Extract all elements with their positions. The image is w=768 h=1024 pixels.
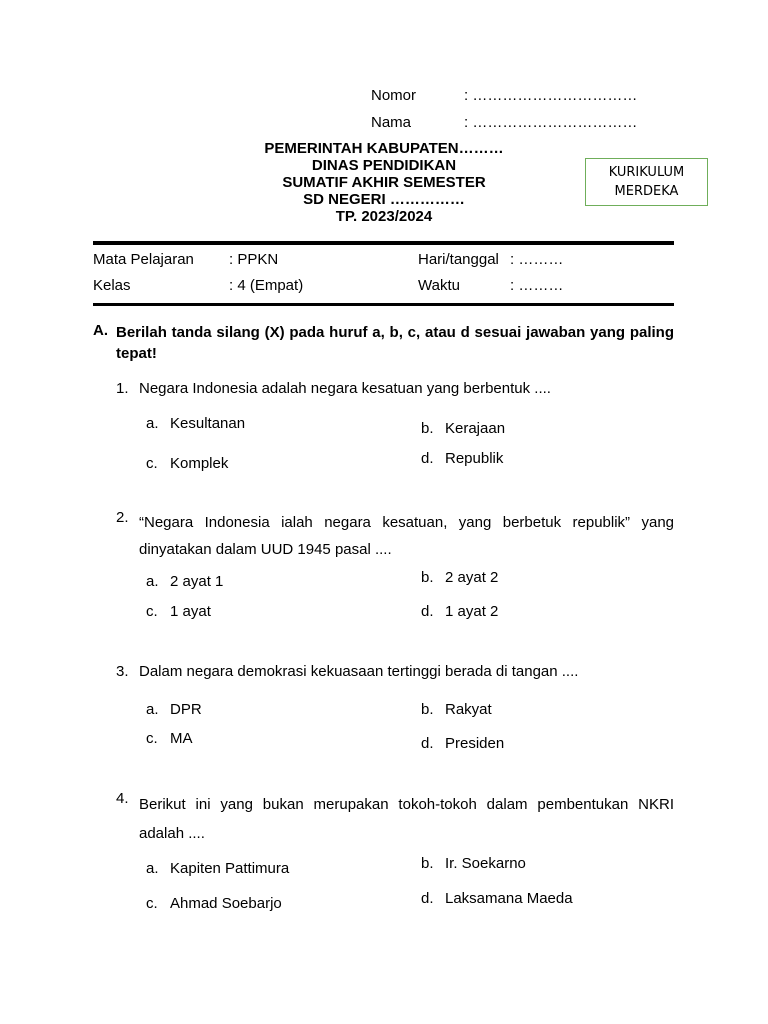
option-letter: a. <box>146 860 159 877</box>
document-title <box>234 140 534 225</box>
question-number: 1. <box>116 380 129 397</box>
mapel-value: : PPKN <box>229 251 279 268</box>
option-text: Rakyat <box>445 701 492 718</box>
option-text: Kesultanan <box>170 415 246 432</box>
option-letter: d. <box>421 450 434 467</box>
option-text: Ir. Soekarno <box>445 855 526 872</box>
option-letter: b. <box>421 420 434 437</box>
option-text: Kerajaan <box>445 420 506 437</box>
option-letter: c. <box>146 895 158 912</box>
nama-label: Nama <box>371 114 412 131</box>
option-letter: c. <box>146 455 158 472</box>
question-text: “Negara Indonesia ialah negara kesatuan, yang berbetuk republik” yang dinyatakan dalam UUD 1945 pasal .... <box>139 514 674 558</box>
badge-line-2: MERDEKA <box>614 184 679 199</box>
option-text: Kapiten Pattimura <box>170 860 290 877</box>
option-letter: a. <box>146 415 159 432</box>
hari-label: Hari/tanggal <box>418 251 499 268</box>
question-number: 2. <box>116 509 129 526</box>
option-text: 2 ayat 2 <box>445 569 499 586</box>
waktu-value: : ……… <box>510 277 564 294</box>
question-number: 3. <box>116 663 129 680</box>
option-text: MA <box>170 730 193 747</box>
option-text: 1 ayat 2 <box>445 603 499 620</box>
top-rule <box>93 241 674 245</box>
nama-value: : …………………………… <box>464 114 638 131</box>
section-instruction: Berilah tanda silang (X) pada huruf a, b, c, atau d sesuai jawaban yang paling tepat! <box>116 324 674 362</box>
kelas-label: Kelas <box>93 277 131 294</box>
question-number: 4. <box>116 790 129 807</box>
waktu-label: Waktu <box>418 277 460 294</box>
hari-value: : ……… <box>510 251 564 268</box>
option-text: DPR <box>170 701 202 718</box>
option-text: Ahmad Soebarjo <box>170 895 282 912</box>
title-line-department: DINAS PENDIDIKAN <box>311 157 457 174</box>
mapel-label: Mata Pelajaran <box>93 251 194 268</box>
nomor-value: : …………………………… <box>464 87 638 104</box>
question-text: Negara Indonesia adalah negara kesatuan yang berbentuk .... <box>139 380 551 397</box>
option-text: Komplek <box>170 455 229 472</box>
badge-line-1: KURIKULUM <box>608 165 685 180</box>
section-marker: A. <box>93 322 108 339</box>
option-letter: c. <box>146 603 158 620</box>
option-letter: b. <box>421 701 434 718</box>
option-letter: b. <box>421 855 434 872</box>
option-text: Republik <box>445 450 504 467</box>
kelas-value: : 4 (Empat) <box>229 277 304 294</box>
option-letter: a. <box>146 573 159 590</box>
question-text: Berikut ini yang bukan merupakan tokoh-tokoh dalam pembentukan NKRI adalah .... <box>139 796 674 842</box>
title-line-school: SD NEGERI …………… <box>303 191 465 208</box>
title-line-exam: SUMATIF AKHIR SEMESTER <box>282 174 486 191</box>
title-line-government: PEMERINTAH KABUPATEN……… <box>264 140 504 157</box>
curriculum-badge <box>585 158 708 206</box>
option-letter: a. <box>146 701 159 718</box>
option-letter: d. <box>421 735 434 752</box>
option-text: 2 ayat 1 <box>170 573 224 590</box>
bottom-rule <box>93 303 674 306</box>
option-text: Presiden <box>445 735 505 752</box>
option-letter: b. <box>421 569 434 586</box>
option-text: 1 ayat <box>170 603 211 620</box>
option-text: Laksamana Maeda <box>445 890 573 907</box>
question-text: Dalam negara demokrasi kekuasaan tertinggi berada di tangan .... <box>139 663 579 680</box>
nomor-label: Nomor <box>371 87 417 104</box>
option-letter: d. <box>421 890 434 907</box>
option-letter: c. <box>146 730 158 747</box>
title-line-year: TP. 2023/2024 <box>335 208 433 225</box>
option-letter: d. <box>421 603 434 620</box>
